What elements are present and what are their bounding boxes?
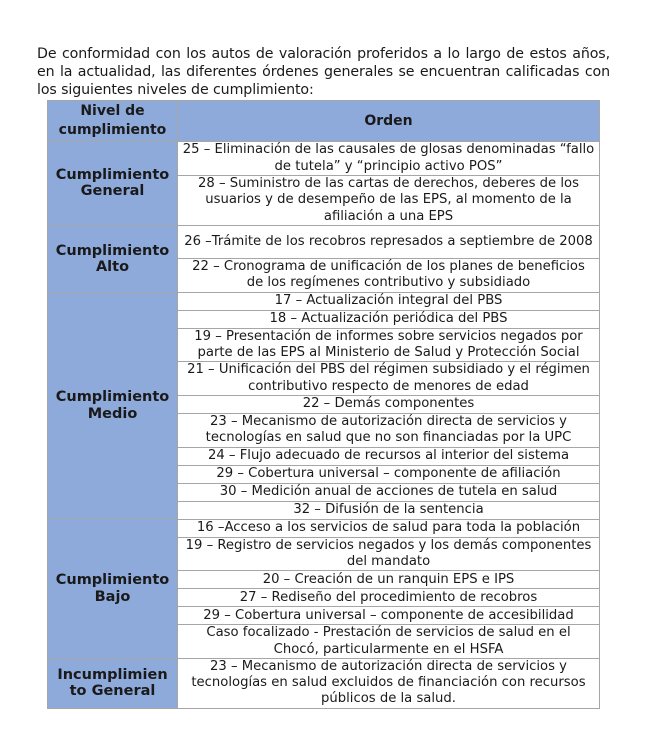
order-cell: 19 – Registro de servicios negados y los demás componentes del mandato [178, 537, 600, 571]
order-cell: 24 – Flujo adecuado de recursos al interior del sistema [178, 447, 600, 465]
order-cell: 20 – Creación de un ranquin EPS e IPS [178, 571, 600, 589]
order-cell: 22 – Demás componentes [178, 396, 600, 414]
order-cell: 25 – Eliminación de las causales de glosas denominadas “fallo de tutela” y “principio activo POS” [178, 142, 600, 176]
intro-paragraph: De conformidad con los autos de valoración proferidos a lo largo de estos años, en la actualidad, las diferentes órdenes generales se encuentran calificadas con los siguientes niveles de cumplimiento: [37, 46, 610, 99]
level-cell: Cumplimiento Alto [48, 225, 178, 292]
level-cell: Incumplimien to General [48, 658, 178, 708]
order-cell: 16 –Acceso a los servicios de salud para toda la población [178, 519, 600, 537]
order-cell: 29 – Cobertura universal – componente de afiliación [178, 465, 600, 483]
header-level: Nivel de cumplimiento [48, 101, 178, 142]
table-row [48, 142, 600, 176]
table-row [48, 658, 600, 708]
order-cell: 28 – Suministro de las cartas de derechos, deberes de los usuarios y de desempeño de las EPS, al momento de la afiliación a una EPS [178, 176, 600, 226]
order-cell: 23 – Mecanismo de autorización directa de servicios y tecnologías en salud excluidos de financiación con recursos públicos de la salud. [178, 658, 600, 708]
order-cell: 30 – Medición anual de acciones de tutela en salud [178, 483, 600, 501]
table-header-row [48, 101, 600, 142]
order-cell: 27 – Rediseño del procedimiento de recobros [178, 589, 600, 607]
order-cell: 26 –Trámite de los recobros represados a septiembre de 2008 [178, 225, 600, 258]
level-cell: Cumplimiento Bajo [48, 519, 178, 658]
table-row [48, 225, 600, 258]
order-cell: 19 – Presentación de informes sobre servicios negados por parte de las EPS al Ministerio de Salud y Protección Social [178, 328, 600, 362]
order-cell: 29 – Cobertura universal – componente de accesibilidad [178, 607, 600, 625]
order-cell: 21 – Unificación del PBS del régimen subsidiado y el régimen contributivo respecto de menores de edad [178, 362, 600, 396]
order-cell: 32 – Difusión de la sentencia [178, 501, 600, 519]
header-order: Orden [178, 101, 600, 142]
order-cell: 23 – Mecanismo de autorización directa de servicios y tecnologías en salud que no son financiadas por la UPC [178, 414, 600, 448]
order-cell: 22 – Cronograma de unificación de los planes de beneficios de los regímenes contributivo y subsidiado [178, 258, 600, 292]
level-cell: Cumplimiento General [48, 142, 178, 226]
level-cell: Cumplimiento Medio [48, 292, 178, 519]
order-cell: Caso focalizado - Prestación de servicios de salud en el Chocó, particularmente en el HSFA [178, 625, 600, 659]
table-row [48, 519, 600, 537]
order-cell: 17 – Actualización integral del PBS [178, 292, 600, 310]
compliance-levels-table [47, 100, 600, 709]
table-row [48, 292, 600, 310]
order-cell: 18 – Actualización periódica del PBS [178, 310, 600, 328]
